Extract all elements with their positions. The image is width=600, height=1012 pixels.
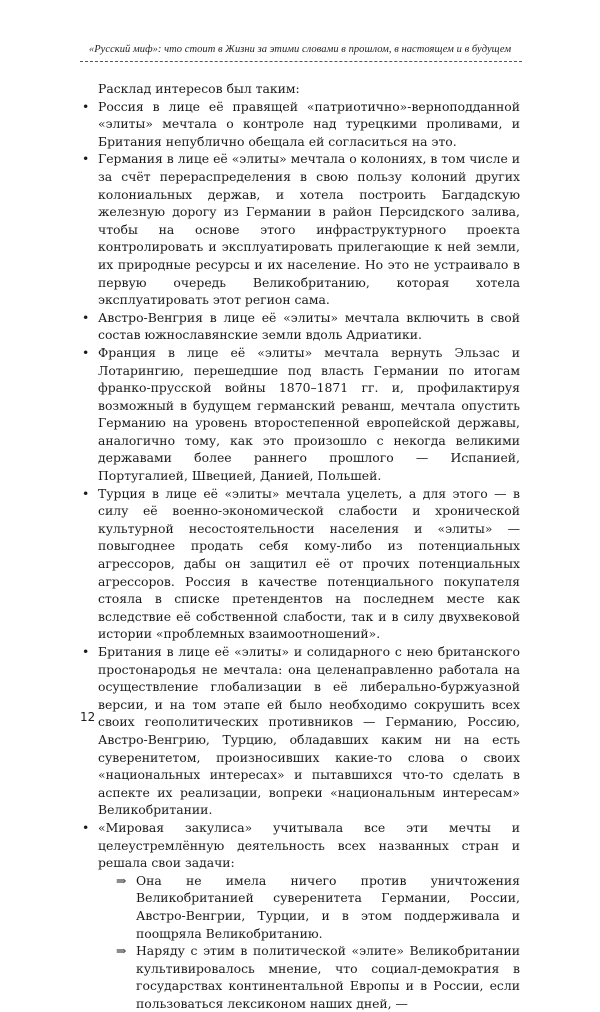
list-item <box>80 643 520 819</box>
list-item-text: Россия в лице её правящей «патриотично»-верноподданной «элиты» мечтала о контроле над турецкими проливами, и Британия непублично обещала ей согласиться на это. <box>98 98 520 149</box>
double-arrow-icon: ⇒ <box>116 943 127 959</box>
list-item-text: Германия в лице её «элиты» мечтала о колониях, в том числе и за счёт перераспределения в свою пользу колоний других колониальных держав, и хотела построить Багдадскую железную дорогу из Германии в район Персидского залива, чтобы на основе этого инфраструктурного проекта контролировать и эксплуатировать прилегающие к ней земли, их природные ресурсы и их население. Но это не устраивало в первую очередь Великобританию, которая хотела эксплуатировать этот регион сама. <box>98 151 520 308</box>
bullet-icon: • <box>82 309 90 325</box>
sub-list <box>98 872 520 1012</box>
bullet-icon: • <box>82 151 90 167</box>
sub-list-item <box>98 872 520 942</box>
running-header: «Русский миф»: что стоит в Жизни за этими словами в прошлом, в настоящем и в будущем <box>88 44 512 55</box>
bullet-icon: • <box>82 344 90 360</box>
list-item <box>80 485 520 643</box>
sub-list-item <box>98 942 520 1012</box>
list-item <box>80 344 520 485</box>
list-item-text: Австро-Венгрия в лице её «элиты» мечтала включить в свой состав южнославянские земли вдоль Адриатики. <box>98 309 520 343</box>
bullet-icon: • <box>82 819 90 835</box>
sub-list-item-text: Она не имела ничего против уничтожения Великобританией суверенитета Германии, России, Австро-Венгрии, Турции, и в этом поддерживала и поощряла Великобританию. <box>136 872 520 941</box>
intro-paragraph: Расклад интересов был таким: <box>98 81 300 96</box>
sub-list-item-text: Наряду с этим в политической «элите» Великобритании культивировалось мнение, что социал-демократия в государствах континентальной Европы и в России, если пользоваться лексиконом наших дней, — <box>136 943 520 1011</box>
list-item <box>80 98 520 151</box>
list-item <box>80 819 520 1012</box>
header-divider <box>80 61 522 62</box>
bullet-icon: • <box>82 98 90 114</box>
bullet-icon: • <box>82 644 90 659</box>
list-item-text: Британия в лице её «элиты» и солидарного с нею британского простонародья не мечтала: она целенаправленно работала на осуществление глобализации в её либерально-буржуазной версии, и на том этапе ей было необходимо сокрушить всех своих геополитических противников — Германию, Россию, Австро-Венгрию, Турцию, обладавших каким ни на есть суверенитетом, произносивших какие-то слова о своих «национальных интересах» и пытавшихся что-то сделать в аспекте их реализации, вопреки «национальным интересам» Великобритании. <box>98 644 520 818</box>
bullet-icon: • <box>82 485 90 501</box>
list-item-text: Франция в лице её «элиты» мечтала вернуть Эльзас и Лотарингию, перешедшие под власть Германии по итогам франко-прусской войны 1870–1871 гг. и, профилактируя возможный в будущем германский реванш, мечтала опустить Германию на уровень второстепенной европейской державы, аналогично тому, как это произошло с некогда великими державами более раннего прошлого — Испанией, Португалией, Швецией, Данией, Польшей. <box>98 344 520 484</box>
list-item-text: «Мировая закулиса» учитывала все эти мечты и целеустремлённую деятельность всех названных стран и решала свои задачи: <box>98 819 520 871</box>
list-item <box>80 309 520 344</box>
double-arrow-icon: ⇒ <box>116 872 127 888</box>
page-number: 12 <box>80 710 96 724</box>
interest-list <box>80 98 520 1012</box>
list-item <box>80 150 520 308</box>
list-item-text: Турция в лице её «элиты» мечтала уцелеть, а для этого — в силу её военно-экономической слабости и хронической культурной несостоятельности населения и «элиты» — повыгоднее продать себя кому-либо из потенциальных агрессоров, дабы он защитил её от прочих потенциальных агрессоров. Россия в качестве потенциального покупателя стояла в списке претендентов на последнем месте как вследствие её собственной слабости, так и в силу двухвековой истории «проблемных взаимоотношений». <box>98 485 520 642</box>
page-body <box>80 80 520 1012</box>
